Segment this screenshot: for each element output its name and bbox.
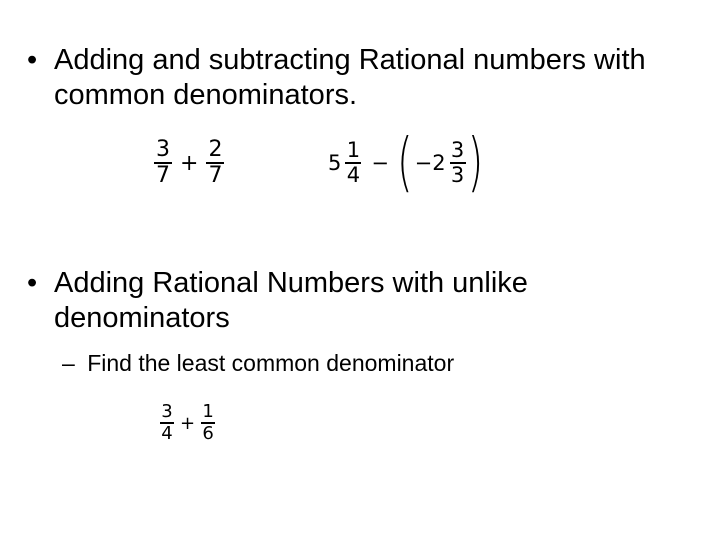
open-parenthesis: ( xyxy=(396,126,413,200)
sub-bullet-text: Find the least common denominator xyxy=(87,350,455,376)
denominator: 6 xyxy=(202,423,214,444)
numerator: 1 xyxy=(202,401,214,422)
denominator: 7 xyxy=(208,163,223,188)
numerator: 2 xyxy=(208,137,223,162)
bullet-common-denominators xyxy=(27,43,694,113)
fraction xyxy=(345,139,361,187)
numerator: 3 xyxy=(450,138,465,162)
fraction xyxy=(201,402,215,444)
close-parenthesis: ) xyxy=(467,126,484,200)
bullet-unlike-denominators xyxy=(27,266,694,336)
bullet-text-line2: denominators xyxy=(54,302,230,334)
bullet-text-line1: Adding and subtracting Rational numbers with xyxy=(54,44,646,76)
fraction xyxy=(154,138,172,188)
sub-bullet-least-common-denominator xyxy=(62,349,454,377)
operator: − xyxy=(371,151,389,175)
expression-three-fourths-plus-one-sixth xyxy=(158,402,217,444)
denominator: 7 xyxy=(156,163,170,188)
whole-number: −2 xyxy=(414,151,446,175)
operator: + xyxy=(180,412,196,434)
fraction xyxy=(160,402,174,444)
bullet-text-line1: Adding Rational Numbers with unlike xyxy=(54,267,528,299)
expression-mixed-number-subtraction xyxy=(328,126,484,200)
numerator: 3 xyxy=(156,137,170,162)
fraction xyxy=(206,138,224,188)
fraction xyxy=(450,139,466,187)
bullet-dot: • xyxy=(27,44,38,76)
operator: + xyxy=(180,150,199,176)
expression-three-sevenths-plus-two-sevenths xyxy=(152,138,226,188)
numerator: 3 xyxy=(161,401,173,422)
sub-bullet-dash: – xyxy=(62,350,75,376)
denominator: 3 xyxy=(450,163,465,187)
denominator: 4 xyxy=(161,423,173,444)
bullet-text-line2: common denominators. xyxy=(54,79,358,111)
denominator: 4 xyxy=(346,163,361,187)
whole-number: 5 xyxy=(328,151,342,175)
bullet-dot: • xyxy=(27,267,38,299)
numerator: 1 xyxy=(346,138,361,162)
